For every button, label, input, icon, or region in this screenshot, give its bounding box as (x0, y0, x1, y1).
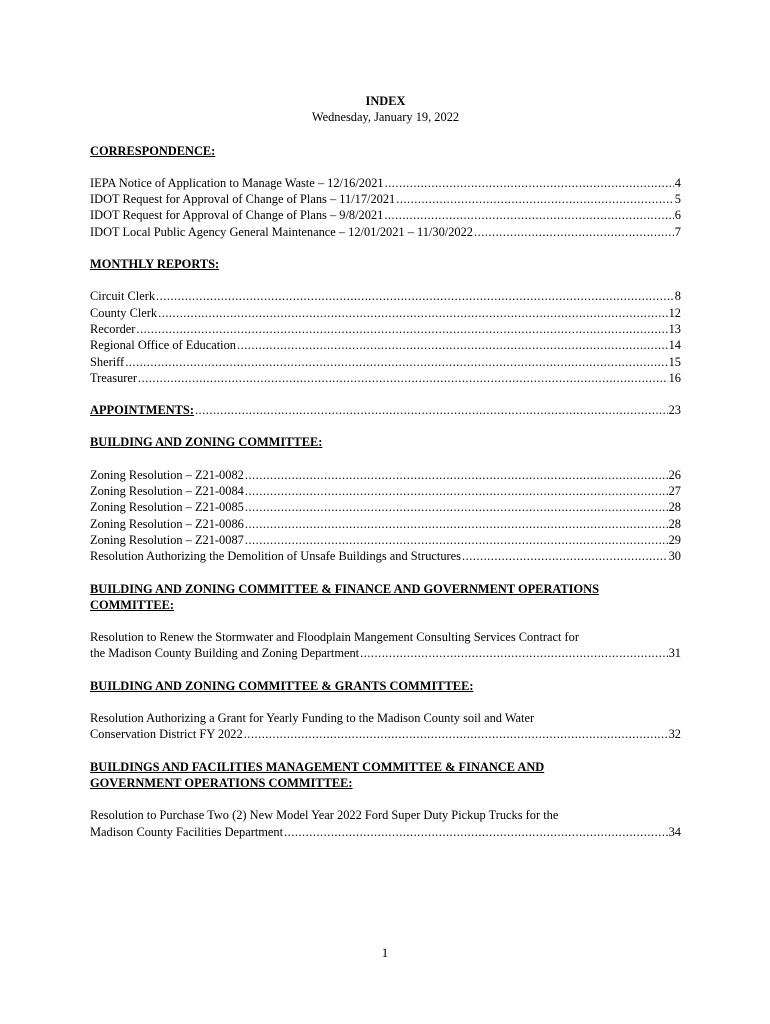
index-entry: Treasurer ..... 16 (90, 370, 681, 386)
index-title: INDEX (365, 94, 406, 108)
page-number: 1 (381, 945, 389, 960)
index-entry: Resolution Authorizing the Demolition of Unsafe Buildings and Structures ..... 30 (90, 548, 681, 564)
bz-finance-section (90, 581, 681, 662)
section-heading-correspondence: CORRESPONDENCE: (90, 143, 216, 158)
index-entry: IDOT Request for Approval of Change of Plans – 11/17/2021 ..... 5 (90, 191, 681, 207)
index-entry: Resolution Authorizing a Grant for Yearly Funding to the Madison County soil and Water Conservation District FY 2022 ..... 32 (90, 710, 681, 743)
section-heading-facilities-line1: BUILDINGS AND FACILITIES MANAGEMENT COMMITTEE & FINANCE AND (90, 759, 545, 774)
meeting-date: Wednesday, January 19, 2022 (311, 110, 460, 125)
bz-grants-section (90, 678, 681, 743)
section-heading-bz-grants: BUILDING AND ZONING COMMITTEE & GRANTS COMMITTEE: (90, 678, 474, 693)
index-entry: Zoning Resolution – Z21-0084 ..... 27 (90, 483, 681, 499)
index-entry: County Clerk ..... 12 (90, 305, 681, 321)
section-heading-facilities-line2: GOVERNMENT OPERATIONS COMMITTEE: (90, 775, 353, 790)
section-heading-building-zoning: BUILDING AND ZONING COMMITTEE: (90, 435, 323, 450)
section-heading-appointments: APPOINTMENTS: (90, 403, 194, 418)
monthly-reports-section (90, 256, 681, 386)
section-heading-bz-finance-line1: BUILDING AND ZONING COMMITTEE & FINANCE AND GOVERNMENT OPERATIONS (90, 581, 599, 596)
index-entry-appointments: APPOINTMENTS: ..... 23 (90, 402, 681, 418)
index-entry: Zoning Resolution – Z21-0087 ..... 29 (90, 532, 681, 548)
appointments-section (90, 402, 681, 418)
index-entry: Recorder ..... 13 (90, 321, 681, 337)
building-zoning-section (90, 434, 681, 564)
index-entry: Sheriff ..... 15 (90, 354, 681, 370)
section-heading-monthly-reports: MONTHLY REPORTS: (90, 257, 220, 272)
index-entry: IDOT Request for Approval of Change of Plans – 9/8/2021 ..... 6 (90, 207, 681, 223)
index-content (90, 93, 681, 856)
index-entry: Resolution to Renew the Stormwater and Floodplain Mangement Consulting Services Contract for the Madison County Building and Zoning Department ..... 31 (90, 629, 681, 662)
index-entry: IEPA Notice of Application to Manage Waste – 12/16/2021 ..... 4 (90, 175, 681, 191)
index-entry: Resolution to Purchase Two (2) New Model Year 2022 Ford Super Duty Pickup Trucks for the Madison County Facilities Department ..... 34 (90, 807, 681, 840)
index-entry: Circuit Clerk ..... 8 (90, 288, 681, 304)
index-entry: Regional Office of Education ..... 14 (90, 337, 681, 353)
index-entry: Zoning Resolution – Z21-0082 ..... 26 (90, 467, 681, 483)
index-entry: Zoning Resolution – Z21-0086 ..... 28 (90, 516, 681, 532)
facilities-finance-section (90, 759, 681, 840)
section-heading-bz-finance-line2: COMMITTEE: (90, 597, 174, 612)
index-entry: IDOT Local Public Agency General Maintenance – 12/01/2021 – 11/30/2022 ..... 7 (90, 224, 681, 240)
index-entry: Zoning Resolution – Z21-0085 ..... 28 (90, 499, 681, 515)
correspondence-section (90, 143, 681, 240)
